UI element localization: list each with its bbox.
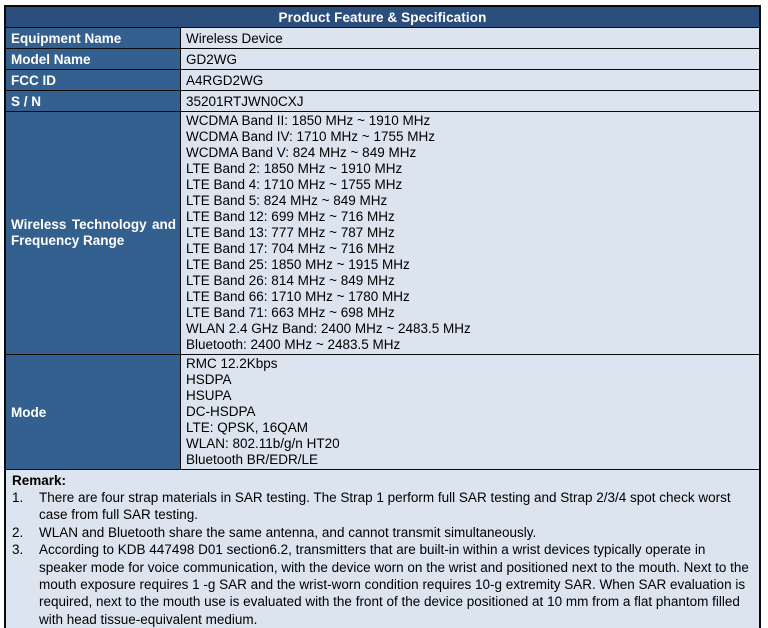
mode-line: LTE: QPSK, 16QAM: [186, 420, 309, 435]
frequency-line: WCDMA Band IV: 1710 MHz ~ 1755 MHz: [186, 129, 435, 144]
frequency-line: LTE Band 13: 777 MHz ~ 787 MHz: [186, 225, 395, 240]
remark-item-text: According to KDB 447498 D01 section6.2, transmitters that are built-in within a wrist devices typically operate in speaker mode for voice communication, with the device worn on the wrist and positioned next to the mouth. Next to the mouth exposure requires 1 -g SAR and the wrist-worn condition requires 10-g extremity SAR. When SAR evaluation is required, next to the mouth use is evaluated with the front of the device positioned at 10 mm from a flat phantom filled with head tissue-equivalent medium.: [39, 542, 749, 627]
serial-number-value: 35201RTJWN0CXJ: [181, 91, 759, 111]
model-name-label: Model Name: [6, 49, 181, 69]
mode-line: WLAN: 802.11b/g/n HT20: [186, 436, 340, 451]
remark-item-2: [12, 524, 753, 541]
frequency-line: LTE Band 4: 1710 MHz ~ 1755 MHz: [186, 177, 403, 192]
table-title: Product Feature & Specification: [6, 7, 759, 28]
table-row-mode: [6, 355, 759, 470]
frequency-line: LTE Band 26: 814 MHz ~ 849 MHz: [186, 273, 395, 288]
frequency-line: LTE Band 2: 1850 MHz ~ 1910 MHz: [186, 161, 403, 176]
mode-list: [181, 355, 759, 469]
mode-line: RMC 12.2Kbps: [186, 356, 278, 371]
wireless-technology-label: [6, 112, 181, 354]
frequency-line: LTE Band 71: 663 MHz ~ 698 MHz: [186, 305, 395, 320]
wireless-technology-label-line2: Frequency Range: [11, 233, 125, 248]
remark-item-number: 2.: [12, 524, 24, 540]
table-row-serial-number: [6, 91, 759, 112]
model-name-value: GD2WG: [181, 49, 759, 69]
frequency-line: LTE Band 17: 704 MHz ~ 716 MHz: [186, 241, 395, 256]
remark-item-number: 1.: [12, 490, 24, 505]
mode-line: HSDPA: [186, 372, 232, 387]
table-row-wireless-technology: [6, 112, 759, 355]
remark-item-1: [12, 489, 753, 524]
fcc-id-label: FCC ID: [6, 70, 181, 90]
frequency-line: WCDMA Band II: 1850 MHz ~ 1910 MHz: [186, 113, 431, 128]
remark-item-text: WLAN and Bluetooth share the same antenna, and cannot transmit simultaneously.: [39, 524, 537, 540]
frequency-line: LTE Band 5: 824 MHz ~ 849 MHz: [186, 193, 388, 208]
table-row-model-name: [6, 49, 759, 70]
frequency-line: LTE Band 12: 699 MHz ~ 716 MHz: [186, 209, 395, 224]
wireless-technology-label-line1: Wireless Technology and: [11, 217, 176, 232]
serial-number-label: S / N: [6, 91, 181, 111]
remark-item-3: [12, 541, 753, 628]
frequency-line: Bluetooth: 2400 MHz ~ 2483.5 MHz: [186, 337, 401, 352]
frequency-line: LTE Band 66: 1710 MHz ~ 1780 MHz: [186, 289, 410, 304]
frequency-line: WCDMA Band V: 824 MHz ~ 849 MHz: [186, 145, 417, 160]
table-row-fcc-id: [6, 70, 759, 91]
frequency-range-list: [181, 112, 759, 354]
equipment-name-value: Wireless Device: [181, 28, 759, 48]
mode-label: Mode: [6, 355, 181, 469]
frequency-line: LTE Band 25: 1850 MHz ~ 1915 MHz: [186, 257, 410, 272]
remark-item-number: 3.: [12, 542, 24, 558]
product-spec-table: [4, 5, 761, 628]
remark-title: Remark:: [12, 473, 67, 488]
mode-line: DC-HSDPA: [186, 404, 256, 419]
table-row-remark: [6, 470, 759, 628]
equipment-name-label: Equipment Name: [6, 28, 181, 48]
remark-item-text: There are four strap materials in SAR testing. The Strap 1 perform full SAR testing and Strap 2/3/4 spot check worst case from full SAR testing.: [39, 490, 731, 523]
table-row-equipment-name: [6, 28, 759, 49]
fcc-id-value: A4RGD2WG: [181, 70, 759, 90]
mode-line: HSUPA: [186, 388, 232, 403]
frequency-line: WLAN 2.4 GHz Band: 2400 MHz ~ 2483.5 MHz: [186, 321, 471, 336]
mode-line: Bluetooth BR/EDR/LE: [186, 452, 319, 467]
remark-section: [6, 470, 759, 628]
